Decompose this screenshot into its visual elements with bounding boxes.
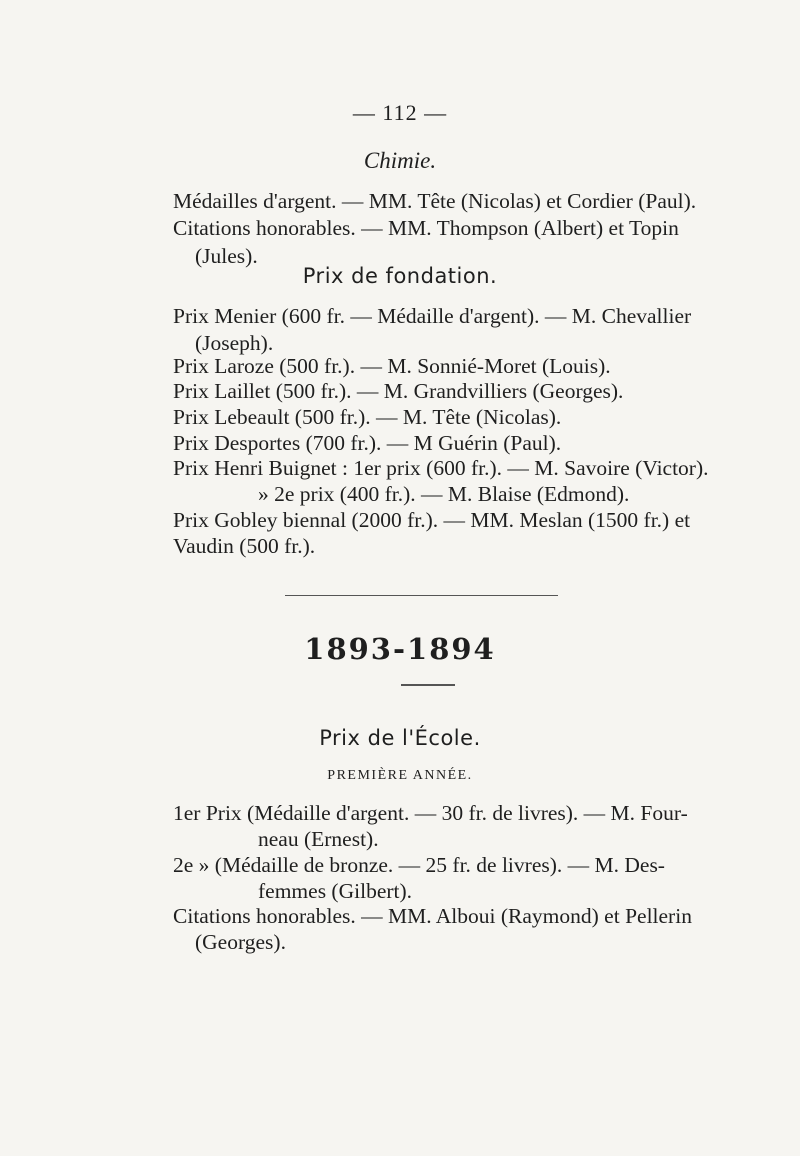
year-heading: 1893-1894 bbox=[304, 632, 496, 666]
section-heading: Prix de fondation. bbox=[302, 264, 498, 288]
text-line: (Georges). bbox=[195, 930, 286, 954]
text-line: Prix Henri Buignet : 1er prix (600 fr.). — M. Savoire (Victor). bbox=[173, 456, 709, 480]
text-line: 1er Prix (Médaille d'argent. — 30 fr. de livres). — M. Four- bbox=[173, 801, 688, 825]
text-line: femmes (Gilbert). bbox=[258, 879, 413, 903]
text-line: Prix Lebeault (500 fr.). — M. Tête (Nicolas). bbox=[173, 405, 562, 429]
text-line: Prix Menier (600 fr. — Médaille d'argent). — M. Chevallier bbox=[173, 304, 692, 328]
section-heading: Prix de l'École. bbox=[319, 726, 481, 750]
year-of-study-label: PREMIÈRE ANNÉE. bbox=[327, 768, 473, 783]
section-divider bbox=[285, 595, 558, 596]
text-line: Médailles d'argent. — MM. Tête (Nicolas) et Cordier (Paul). bbox=[173, 189, 697, 213]
text-line: Citations honorables. — MM. Thompson (Albert) et Topin bbox=[173, 216, 679, 240]
section-subject: Chimie. bbox=[363, 148, 437, 173]
text-line: Prix Gobley biennal (2000 fr.). — MM. Meslan (1500 fr.) et bbox=[173, 508, 691, 532]
text-line: Prix Laillet (500 fr.). — M. Grandvilliers (Georges). bbox=[173, 379, 624, 403]
text-line: Citations honorables. — MM. Alboui (Raymond) et Pellerin bbox=[173, 904, 692, 928]
text-line: Prix Laroze (500 fr.). — M. Sonnié-Moret (Louis). bbox=[173, 354, 611, 378]
text-line: Prix Desportes (700 fr.). — M Guérin (Paul). bbox=[173, 431, 562, 455]
text-line: 2e » (Médaille de bronze. — 25 fr. de livres). — M. Des- bbox=[173, 853, 665, 877]
text-line: » 2e prix (400 fr.). — M. Blaise (Edmond). bbox=[258, 482, 630, 506]
text-line: Vaudin (500 fr.). bbox=[173, 534, 316, 558]
page-number: — 112 — bbox=[352, 100, 448, 125]
year-underline bbox=[401, 684, 455, 686]
text-line: neau (Ernest). bbox=[258, 827, 379, 851]
text-line: (Jules). bbox=[195, 244, 258, 268]
text-line: (Joseph). bbox=[195, 331, 274, 355]
